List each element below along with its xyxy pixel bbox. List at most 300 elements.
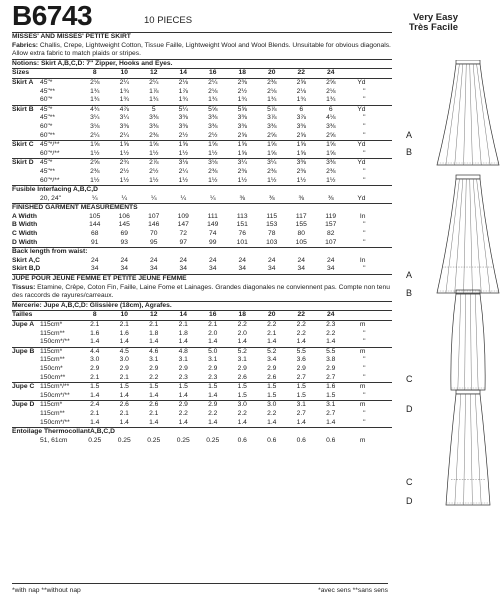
finished-row-label: D Width <box>12 238 38 246</box>
metrage-row-value: 2.1 <box>119 321 129 328</box>
waistband <box>456 390 480 394</box>
yardage-row-value: 4⅞ <box>119 105 129 113</box>
yardage-row-width: 60"* <box>40 122 53 130</box>
yardage-row-value: 1¾ <box>119 87 129 95</box>
finished-row-value: 91 <box>91 238 99 246</box>
finished-row-value: 146 <box>148 221 160 229</box>
metrage-row-value: 2.7 <box>326 409 336 417</box>
nap-legend-en: *with nap **without nap <box>12 587 81 594</box>
yardage-row-value: 3⅜ <box>208 114 218 122</box>
metrage-row-value: 1.4 <box>326 418 336 426</box>
metrage-row-value: 2.2 <box>178 409 188 417</box>
fabrics-en <box>12 42 392 59</box>
back-length-row-value: 34 <box>150 265 158 273</box>
metrage-row-value: 2.7 <box>296 409 306 417</box>
yardage-row-value: 1¾ <box>237 96 247 104</box>
metrage-row-value: 1.5 <box>237 391 247 399</box>
yardage-row-value: 1¾ <box>178 96 188 104</box>
finished-row-value: 80 <box>297 230 305 238</box>
metrage-row-value: 1.4 <box>267 338 277 346</box>
yardage-row-value: 1⅝ <box>326 141 336 149</box>
yardage-row-label <box>12 132 40 141</box>
metrage-row-label <box>12 356 40 365</box>
metrage-row-value: 3.4 <box>267 356 277 364</box>
metrage-row-value: 1.6 <box>119 329 129 337</box>
finished-row <box>12 213 392 222</box>
finished-row-value: 69 <box>120 230 128 238</box>
metrage-row-value: 2.2 <box>296 321 306 328</box>
view-label: A <box>406 130 413 140</box>
yardage-row <box>12 177 392 186</box>
back-length-row-value: 24 <box>120 256 128 264</box>
metrage-row-value: 1.4 <box>208 418 218 426</box>
yardage-row-unit: " <box>363 167 366 175</box>
finished-row-value: 82 <box>327 230 335 238</box>
yardage-row-label <box>12 150 40 159</box>
metrage-row-value: 1.4 <box>267 418 277 426</box>
tailles-row-value: 16 <box>209 311 217 319</box>
yardage-row-value: 3¼ <box>267 159 277 167</box>
metrage-row-value: 2.1 <box>149 409 159 417</box>
yardage-row-value: 5⅞ <box>267 105 277 113</box>
metrage-row-label <box>12 338 40 347</box>
metrage-row-label: Jupe A <box>12 321 35 328</box>
metrage-row-width: 150cm* <box>40 364 63 372</box>
metrage-row-unit: m <box>359 401 366 409</box>
interfacing-row-value: ¼ <box>91 194 98 202</box>
pattern-number: B6743 <box>12 0 93 31</box>
yardage-row-width: 60"* <box>40 96 53 104</box>
metrage-row-width: 115cm** <box>40 356 65 364</box>
yardage-row-value: 3⅞ <box>296 114 306 122</box>
finished-row-value: 147 <box>177 221 189 229</box>
finished-row <box>12 230 392 239</box>
yardage-row-value: 1⅝ <box>296 141 306 149</box>
metrage-row-value: 2.1 <box>90 373 100 381</box>
yardage-row-value: 6 <box>299 105 304 113</box>
metrage-row-value: 2.6 <box>149 401 159 409</box>
metrage-row-value: 1.4 <box>149 418 159 426</box>
metrage-row-value: 1.4 <box>90 391 100 399</box>
yardage-row-value: 3¼ <box>237 159 247 167</box>
finished-row-unit: " <box>363 221 366 229</box>
metrage-row-value: 1.5 <box>296 391 306 399</box>
yardage-row-width: 60"*/** <box>40 149 60 157</box>
yardage-row-value: 2⅝ <box>237 131 247 139</box>
metrage-row-value: 1.4 <box>90 338 100 346</box>
tailles-row-value: 10 <box>120 311 128 319</box>
metrage-row-value: 2.3 <box>178 373 188 381</box>
metrage-row-value: 2.1 <box>149 321 159 328</box>
yardage-row-unit: Yd <box>357 159 366 167</box>
entoilage-row-label <box>12 437 40 446</box>
metrage-row-value: 1.4 <box>178 418 188 426</box>
yardage-row-value: 2⅜ <box>267 78 277 86</box>
finished-row-value: 115 <box>266 212 278 220</box>
finished-row-value: 109 <box>177 212 189 220</box>
metrage-row-value: 2.1 <box>119 373 129 381</box>
yardage-row-value: 1¾ <box>326 96 336 104</box>
metrage-row-value: 3.0 <box>237 401 247 409</box>
yardage-row-value: 1¾ <box>296 96 306 104</box>
yardage-row-value: 2⅝ <box>296 78 306 86</box>
metrage-row-width: 115cm** <box>40 409 65 417</box>
finished-row-value: 103 <box>266 238 278 246</box>
tissus-fr <box>12 284 392 301</box>
metrage-row-value: 2.6 <box>237 373 247 381</box>
metrage-row-value: 2.9 <box>208 401 218 409</box>
metrage-row-value: 5.2 <box>267 347 277 355</box>
back-length-row-width <box>40 265 80 274</box>
interfacing-title: Fusible Interfacing A,B,C,D <box>12 185 392 195</box>
yardage-row-unit: " <box>363 122 366 130</box>
yardage-row-value: 2⅝ <box>90 159 100 167</box>
yardage-row-value: 1⅝ <box>296 149 306 157</box>
metrage-row <box>12 374 392 383</box>
tissus-fr-label: Tissus: <box>12 283 36 291</box>
sizes-row-unit <box>346 69 366 78</box>
tailles-row <box>12 310 392 320</box>
yardage-row-value: 2⅝ <box>326 78 336 86</box>
metrage-row-value: 5.5 <box>296 347 306 355</box>
metrage-row <box>12 356 392 365</box>
metrage-row-width: 115cm* <box>40 401 63 409</box>
metrage-row <box>12 419 392 428</box>
back-length-title: Back length from waist: <box>12 247 392 257</box>
back-length-row-unit: In <box>359 256 366 264</box>
finished-row-value: 105 <box>295 238 307 246</box>
yardage-row-width: 45"** <box>40 114 56 122</box>
metrage-row-unit: m <box>359 383 366 391</box>
back-length-row-value: 24 <box>91 256 99 264</box>
back-length-row-value: 24 <box>179 256 187 264</box>
interfacing-row <box>12 195 392 204</box>
finished-row-value: 95 <box>150 238 158 246</box>
back-length-row-value: 24 <box>209 256 217 264</box>
yardage-row-value: 1⅝ <box>267 141 277 149</box>
metrage-row-unit: " <box>363 338 366 346</box>
tailles-row-value: 14 <box>179 311 187 319</box>
interfacing-row-width: 20, 24" <box>40 194 61 202</box>
metrage-row-value: 3.8 <box>326 356 336 364</box>
metrage-row-value: 4.4 <box>90 347 100 355</box>
sizes-row-value: 10 <box>120 69 128 77</box>
yardage-row-value: 1½ <box>178 149 188 157</box>
interfacing-row-label <box>12 195 40 204</box>
metrage-row-value: 1.4 <box>149 391 159 399</box>
metrage-row-value: 2.3 <box>208 373 218 381</box>
entoilage-row-value: 0.25 <box>206 436 220 444</box>
metrage-row-value: 1.4 <box>237 418 247 426</box>
sizes-row <box>12 68 392 78</box>
entoilage-row-value: 0.6 <box>296 436 306 444</box>
sizes-row-value: 12 <box>150 69 158 77</box>
back-length-row-value: 34 <box>120 265 128 273</box>
finished-row-value: 155 <box>295 221 307 229</box>
metrage-row-value: 5.0 <box>208 347 218 355</box>
yardage-row-value: 3⅜ <box>208 122 218 130</box>
tailles-row-width <box>40 311 80 320</box>
metrage-row-value: 4.8 <box>178 347 188 355</box>
finished-row-value: 107 <box>148 212 160 220</box>
yardage-row-value: 3⅜ <box>149 114 159 122</box>
yardage-row-value: 3⅛ <box>208 159 218 167</box>
yardage-row-width: 45"** <box>40 167 56 175</box>
yardage-row-value: 1¾ <box>208 96 218 104</box>
entoilage-row-value: 0.6 <box>237 436 247 444</box>
metrage-row-value: 5.2 <box>237 347 247 355</box>
yardage-row-value: 1⅞ <box>149 87 159 95</box>
mercerie-fr: Mercerie: Jupe A,B,C,D: Glissière (18cm), Agrafes. <box>12 301 392 311</box>
entoilage-row-value: 0.25 <box>176 436 190 444</box>
finished-row-unit: In <box>359 212 366 220</box>
yardage-row-value: 1½ <box>90 149 100 157</box>
yardage-row <box>12 168 392 177</box>
tailles-row-value: 24 <box>327 311 335 319</box>
metrage-row-width: 150cm*/** <box>40 338 70 346</box>
yardage-row-value: 3⅛ <box>90 122 100 130</box>
metrage-row-value: 1.4 <box>149 338 159 346</box>
metrage-row-value: 1.8 <box>178 329 188 337</box>
finished-row-value: 72 <box>179 230 187 238</box>
metrage-row-value: 2.1 <box>119 409 129 417</box>
yardage-row-unit: " <box>363 114 366 122</box>
metrage-row <box>12 347 392 357</box>
yardage-row-label <box>12 177 40 186</box>
finished-row-value: 113 <box>236 212 248 220</box>
finished-row-value: 76 <box>238 230 246 238</box>
yardage-row-value: 2¾ <box>119 159 129 167</box>
tailles-row-unit <box>346 311 366 320</box>
yardage-row-value: 1¾ <box>119 96 129 104</box>
yardage-row-label <box>12 168 40 177</box>
back-length-row-unit: " <box>363 265 366 273</box>
back-length-row-value: 24 <box>150 256 158 264</box>
yardage-row-value: 2⅜ <box>296 167 306 175</box>
yardage-row-value: 1½ <box>119 149 129 157</box>
yardage-row-width: 45"* <box>40 78 53 86</box>
sizes-row-label: Sizes <box>12 69 30 77</box>
yardage-row-width: 45"** <box>40 87 56 95</box>
yardage-row-value: 1½ <box>208 149 218 157</box>
metrage-row-unit: " <box>363 364 366 372</box>
yardage-row-value: 1½ <box>119 176 129 184</box>
yardage-row-label: Skirt C <box>12 141 34 149</box>
metrage-row-label: Jupe B <box>12 347 35 355</box>
interfacing-row-value: ¼ <box>150 194 157 202</box>
metrage-row-label <box>12 365 40 374</box>
metrage-row-value: 1.5 <box>149 383 159 391</box>
metrage-row-value: 2.9 <box>296 364 306 372</box>
finished-row-value: 106 <box>118 212 130 220</box>
view-label: D <box>406 404 413 414</box>
yardage-row-unit: Yd <box>357 141 366 149</box>
yardage-row-width: 45"* <box>40 105 53 113</box>
yardage-row-label: Skirt A <box>12 78 34 86</box>
nap-legend <box>12 583 388 594</box>
yardage-row-value: 3⅜ <box>326 159 336 167</box>
entoilage-row-value: 0.6 <box>326 436 336 444</box>
metrage-row-value: 2.1 <box>178 321 188 328</box>
metrage-row-value: 1.4 <box>90 418 100 426</box>
finished-row-value: 99 <box>209 238 217 246</box>
yardage-row-value: 2⅛ <box>178 78 188 86</box>
metrage-row-label: Jupe D <box>12 401 35 409</box>
yardage-row-value: 2⅝ <box>326 131 336 139</box>
metrage-row-value: 2.9 <box>178 401 188 409</box>
yardage-row-value: 4¾ <box>90 105 100 113</box>
yardage-row <box>12 114 392 123</box>
metrage-row <box>12 400 392 410</box>
finished-row-value: 97 <box>179 238 187 246</box>
yardage-row-value: 2⅞ <box>149 159 159 167</box>
metrage-row <box>12 410 392 419</box>
metrage-row-value: 3.0 <box>119 356 129 364</box>
entoilage-title: Entoilage ThermocollantA,B,C,D <box>12 427 392 437</box>
yardage-row-value: 1⅝ <box>178 141 188 149</box>
yardage-row-value: 2½ <box>178 131 188 139</box>
back-length-row-label: Skirt B,D <box>12 265 41 273</box>
interfacing-row-value: ¼ <box>209 194 216 202</box>
fabrics-en-text: Challis, Crepe, Lightweight Cotton, Tissue Faille, Lightweight Wool and Wool Blends. Unsuitable for obvious diagonals. Allow extra fabric to match plaids or stripes. <box>12 41 391 58</box>
metrage-row-unit: " <box>363 356 366 364</box>
back-length-row-value: 34 <box>91 265 99 273</box>
sizes-row-value: 16 <box>209 69 217 77</box>
yardage-row-value: 1½ <box>90 176 100 184</box>
metrage-row-value: 2.3 <box>326 321 336 328</box>
skirt-sketches <box>402 60 500 530</box>
finished-row-width <box>40 230 80 239</box>
fabrics-en-label: Fabrics: <box>12 41 39 49</box>
metrage-row-value: 2.2 <box>326 329 336 337</box>
yardage-row-value: 5⅝ <box>208 105 218 113</box>
tailles-row-value: 8 <box>92 311 97 319</box>
metrage-row-value: 1.4 <box>326 338 336 346</box>
yardage-row-unit: Yd <box>357 105 366 113</box>
skirt-outline <box>437 179 499 293</box>
finished-row-label: B Width <box>12 221 38 229</box>
yardage-row-value: 2⅛ <box>326 87 336 95</box>
metrage-row-value: 2.2 <box>237 409 247 417</box>
metrage-row-value: 4.6 <box>149 347 159 355</box>
metrage-row-value: 2.1 <box>208 321 218 328</box>
metrage-row-value: 3.1 <box>178 356 188 364</box>
yardage-row-value: 2½ <box>237 87 247 95</box>
metrage-row-width: 150cm*/** <box>40 418 70 426</box>
metrage-row-unit: m <box>359 321 366 328</box>
yardage-row-value: 3⅜ <box>149 122 159 130</box>
back-length-row-value: 24 <box>238 256 246 264</box>
metrage-row-value: 1.4 <box>119 338 129 346</box>
yardage-row-value: 1⅝ <box>267 149 277 157</box>
entoilage-row-width: 51, 61cm <box>40 436 68 444</box>
yardage-row-value: 2⅛ <box>208 87 218 95</box>
yardage-row-value: 2⅜ <box>326 167 336 175</box>
yardage-row-value: 3⅜ <box>326 122 336 130</box>
yardage-row-value: 2¼ <box>178 167 188 175</box>
yardage-row-value: 2⅜ <box>237 78 247 86</box>
view-label: B <box>406 147 413 157</box>
yardage-row-value: 3⅜ <box>178 114 188 122</box>
interfacing-row-value: ⅜ <box>268 194 275 202</box>
metrage-row-width: 115cm* <box>40 321 63 328</box>
metrage-row-value: 1.4 <box>296 338 306 346</box>
sizes-row-value: 24 <box>327 69 335 77</box>
entoilage-row-value: 0.6 <box>267 436 277 444</box>
finished-row-value: 107 <box>325 238 337 246</box>
interfacing-row-unit: Yd <box>357 194 366 202</box>
yardage-row-value: 1½ <box>149 149 159 157</box>
yardage-row <box>12 96 392 105</box>
yardage-row-unit: Yd <box>357 78 366 86</box>
metrage-row-value: 2.9 <box>208 364 218 372</box>
yardage-row-value: 1½ <box>326 176 336 184</box>
metrage-row-value: 2.7 <box>326 373 336 381</box>
metrage-row-value: 3.0 <box>267 401 277 409</box>
finished-row-value: 117 <box>295 212 307 220</box>
metrage-row-value: 2.9 <box>149 364 159 372</box>
metrage-row-value: 1.5 <box>119 383 129 391</box>
metrage-row-value: 1.5 <box>267 383 277 391</box>
yardage-row-value: 2¼ <box>119 78 129 86</box>
yardage-row-value: 2⅛ <box>267 87 277 95</box>
back-length-row-label: Skirt A,C <box>12 256 40 264</box>
sizes-row-width <box>40 69 80 78</box>
metrage-row-value: 1.4 <box>178 391 188 399</box>
metrage-row-value: 1.4 <box>208 391 218 399</box>
yardage-row-value: 1½ <box>208 176 218 184</box>
back-length-row-value: 34 <box>238 265 246 273</box>
back-length-row-value: 34 <box>179 265 187 273</box>
yardage-row-value: 1¾ <box>267 96 277 104</box>
yardage-row-value: 2⅝ <box>267 131 277 139</box>
yardage-row-label <box>12 123 40 132</box>
metrage-row <box>12 330 392 339</box>
finished-row-width <box>40 221 80 230</box>
finished-row-value: 93 <box>120 238 128 246</box>
metrage-row-value: 2.2 <box>149 373 159 381</box>
view-label: C <box>406 477 413 487</box>
yardage-row-value: 5⅝ <box>237 105 247 113</box>
difficulty-en: Very Easy <box>413 12 458 23</box>
back-length-row-value: 34 <box>297 265 305 273</box>
metrage-row-width: 150cm** <box>40 373 66 381</box>
yardage-row-value: 1⅝ <box>237 141 247 149</box>
skirt-outline <box>451 294 485 390</box>
metrage-row-value: 3.6 <box>296 356 306 364</box>
interfacing-row-value: ¼ <box>121 194 128 202</box>
back-length-row-width <box>40 257 80 266</box>
metrage-row-unit: " <box>363 373 366 381</box>
back-length-row-value: 24 <box>327 256 335 264</box>
yardage-row-width: 45"* <box>40 159 53 167</box>
yardage-row-value: 2¼ <box>119 131 129 139</box>
yardage-row-value: 4⅛ <box>326 114 336 122</box>
yardage-row-unit: " <box>363 131 366 139</box>
yardage-row-value: 1¾ <box>149 96 159 104</box>
yardage-row-value: 2½ <box>149 167 159 175</box>
yardage-row-label <box>12 114 40 123</box>
metrage-row-value: 1.5 <box>267 391 277 399</box>
metrage-row-value: 3.1 <box>326 401 336 409</box>
metrage-row-value: 1.4 <box>237 338 247 346</box>
finished-row-value: 74 <box>209 230 217 238</box>
yardage-row-value: 1⅝ <box>119 141 129 149</box>
yardage-row-label <box>12 96 40 105</box>
finished-row <box>12 239 392 248</box>
metrage-row-value: 2.2 <box>267 321 277 328</box>
yardage-row-value: 1½ <box>178 176 188 184</box>
